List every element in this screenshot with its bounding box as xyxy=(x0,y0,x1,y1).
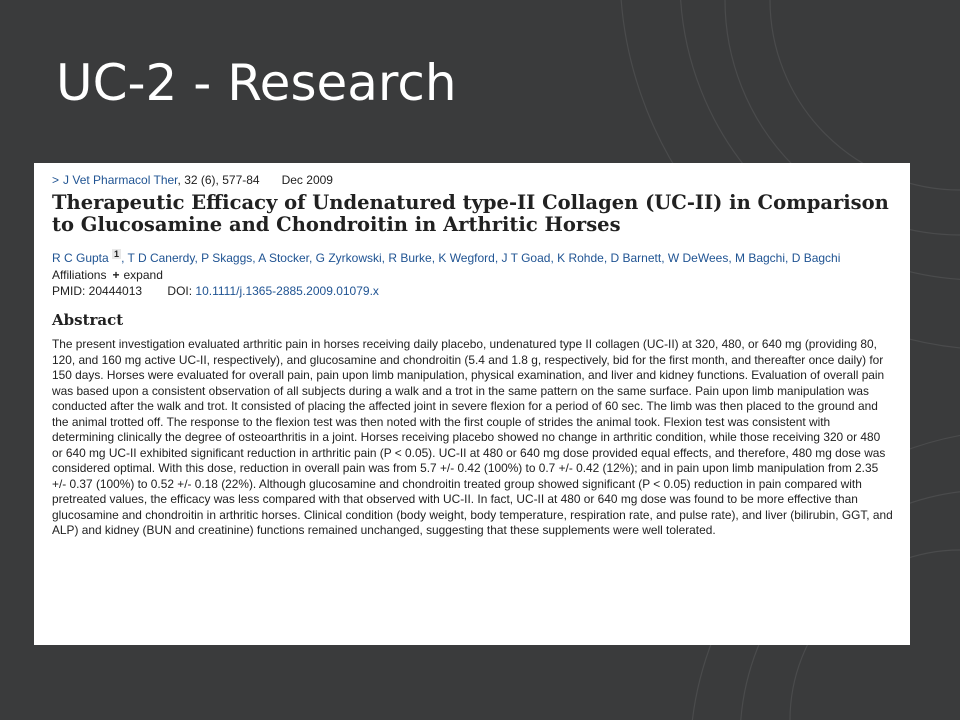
author-link[interactable]: R C Gupta xyxy=(52,251,109,265)
author-link[interactable]: W DeWees xyxy=(667,251,729,265)
affiliations-label: Affiliations xyxy=(52,268,107,282)
author-link[interactable]: M Bagchi xyxy=(735,251,786,265)
author-link[interactable]: D Bagchi xyxy=(791,251,841,265)
publication-date: Dec 2009 xyxy=(281,173,333,187)
citation-line xyxy=(52,173,894,188)
author-link[interactable]: A Stocker xyxy=(258,251,309,265)
pmid: PMID: 20444013 xyxy=(52,284,143,298)
author-link[interactable]: D Barnett xyxy=(610,251,662,265)
journal-link[interactable]: J Vet Pharmacol Ther xyxy=(63,173,178,187)
paper-title: Therapeutic Efficacy of Undenatured type-II Collagen (UC-II) in Comparison to Glucosamine and Chondroitin in Arthritic Horses xyxy=(52,191,889,236)
author-link[interactable]: K Rohde xyxy=(557,251,604,265)
author-list: R C Gupta $^1$ , T D Canerdy, P Skaggs, A Stocker, G Zyrkowski, R Burke, K Wegford, J T Goad, K Rohde, D Barnett, W DeWees, M Bagchi, D Bagchi xyxy=(52,249,841,265)
article-screenshot xyxy=(34,163,910,645)
citation-details: , 32 (6), 577-84 xyxy=(177,173,260,187)
abstract-heading: Abstract xyxy=(52,311,124,329)
author-link[interactable]: G Zyrkowski xyxy=(315,251,382,265)
expand-affiliations-button[interactable]: expand xyxy=(123,268,163,282)
slide-title: UC-2 - Research xyxy=(56,54,457,112)
author-link[interactable]: J T Goad xyxy=(501,251,551,265)
affiliations-row xyxy=(52,268,894,283)
author-link[interactable]: T D Canerdy xyxy=(127,251,195,265)
doi-label: DOI: xyxy=(167,284,193,298)
author-link[interactable]: P Skaggs xyxy=(201,251,253,265)
author-link[interactable]: K Wegford xyxy=(438,251,495,265)
chevron-right-icon: > xyxy=(52,173,60,187)
doi-link[interactable]: 10.1111/j.1365-2885.2009.01079.x xyxy=(195,284,379,298)
affiliation-marker[interactable]: 1 xyxy=(114,249,120,259)
identifiers-row xyxy=(52,284,894,299)
plus-icon[interactable]: + xyxy=(112,268,120,282)
abstract-text: The present investigation evaluated arthritic pain in horses receiving daily placebo, undenatured type II collagen (UC-II) at 320, 480, or 640 mg (providing 80, 120, and 160 mg active UC-II, respectively), and glucosamine and chondroitin (5.4 and 1.8 g, respectively, bid for the first month, and thereafter once daily) for 150 days. Horses were evaluated for overall pain, pain upon limb manipulation, physical examination, and liver and kidney functions. Evaluation of overall pain was based upon a consistent observation of all subjects during a walk and a trot in the same pattern on the same surface. Pain upon limb manipulation was conducted after the walk and trot. It consisted of placing the affected joint in severe flexion for a period of 60 sec. The limb was then placed to the ground and the animal trotted off. The response to the flexion test was then noted with the first couple of strides the animal took. Flexion test was consistent with determining clinically the degree of osteoarthritis in a joint. Horses receiving placebo showed no change in arthritic condition, while those receiving 320 or 480 or 640 mg UC-II exhibited significant reduction in arthritic pain (P < 0.05). UC-II at 480 or 640 mg dose provided equal effects, and therefore, 480 mg dose was considered optimal. With this dose, reduction in overall pain was from 5.7 +/- 0.42 (100%) to 0.7 +/- 0.42 (12%); and in pain upon limb manipulation from 2.35 +/- 0.37 (100%) to 0.52 +/- 0.18 (22%). Although glucosamine and chondroitin treated group showed significant (P < 0.05) reduction in pain compared with pretreated values, the efficacy was less compared with that observed with UC-II. In fact, UC-II at 480 or 640 mg dose was found to be more effective than glucosamine and chondroitin in arthritic horses. Clinical condition (body weight, body temperature, respiration rate, and pulse rate), and liver (bilirubin, GGT, and ALP) and kidney (BUN and creatinine) functions remained unchanged, suggesting that these supplements were well tolerated. xyxy=(52,337,893,537)
author-link[interactable]: R Burke xyxy=(388,251,432,265)
